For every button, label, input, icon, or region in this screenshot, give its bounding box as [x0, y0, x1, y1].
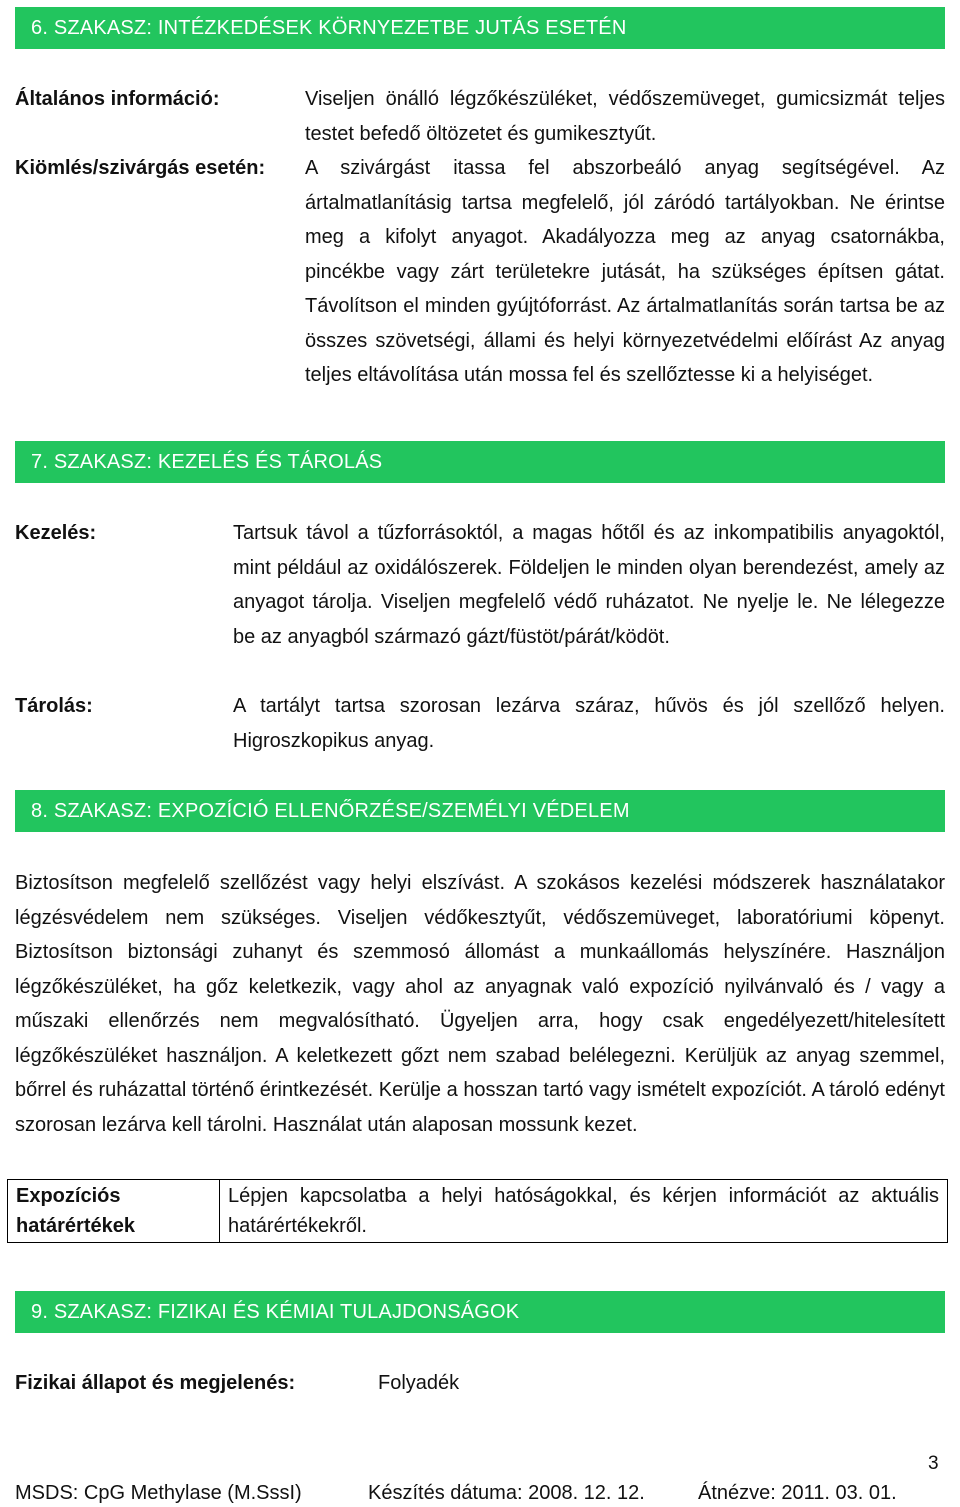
general-info-text: Viseljen önálló légzőkészüléket, védőszemüveget, gumicsizmát teljes testet befedő öltözetet és gumikesztyűt. — [305, 88, 945, 145]
physical-state-label: Fizikai állapot és megjelenés: — [15, 1372, 296, 1394]
section-8-heading: 8. SZAKASZ: EXPOZÍCIÓ ELLENŐRZÉSE/SZEMÉLYI VÉDELEM — [15, 790, 945, 832]
page-number: 3 — [928, 1453, 939, 1474]
exposure-body-text: Biztosítson megfelelő szellőzést vagy helyi elszívást. A szokásos kezelési módszerek használatakor légzésvédelem nem szükséges. Viseljen védőkesztyűt, védőszemüveget, laboratóriumi köpenyt. Biztosítson biztonsági zuhanyt és szemmosó állomást a munkaállomás helyszínére. Használjon légzőkészüléket, ha gőz keletkezik, vagy ahol az anyagnak való expozíció nyilvánvaló és / vagy a műszaki ellenőrzés nem megvalósítható. Ügyeljen arra, hogy csak engedélyezett/hitelesített légzőkészüléket használjon. A keletkezett gőzt nem szabad belélegezni. Kerüljük az anyag szemmel, bőrrel és ruházattal történő érintkezését. Kerülje a hosszan tartó vagy ismételt expozíciót. A tároló edényt szorosan lezárva kell tárolni. Használat után alaposan mossunk kezet. — [15, 872, 945, 1136]
handling-label: Kezelés: — [15, 522, 97, 544]
handling-text: Tartsuk távol a tűzforrásoktól, a magas hőtől és az inkompatibilis anyagoktól, mint például az oxidálószerek. Földeljen le minden olyan berendezést, amely az anyagot tárolja. Viseljen megfelelő védő ruházatot. Ne nyelje le. Ne lélegezze be az anyagból származó gázt/füstöt/párát/ködöt. — [233, 522, 945, 648]
footer-product: MSDS: CpG Methylase (M.SssI) — [15, 1482, 302, 1504]
spill-text: A szivárgást itassa fel abszorbeáló anyag segítségével. Az ártalmatlanításig tartsa megfelelő, jól záródó tartályokban. Ne érintse meg a kifolyt anyagot. Akadályozza meg az anyag csatornákba, pincékbe vagy zárt területekre jutását, ha szükséges építsen gátat. Távolítson el minden gyújtóforrást. Az ártalmatlanítás során tartsa be az összes szövetségi, állami és helyi környezetvédelmi előírást Az anyag teljes eltávolítása után mossa fel és szellőztesse ki a helyiséget. — [305, 157, 945, 386]
storage-text: A tartályt tartsa szorosan lezárva száraz, hűvös és jól szellőző helyen. Higroszkopikus anyag. — [233, 695, 945, 752]
exposure-limits-label — [8, 1180, 220, 1243]
footer-reviewed-date: Átnézve: 2011. 03. 01. — [698, 1482, 897, 1504]
exposure-limits-value: Lépjen kapcsolatba a helyi hatóságokkal, és kérjen információt az aktuális határértékekről. — [220, 1180, 948, 1243]
exposure-limits-table — [7, 1179, 948, 1243]
section-9-heading: 9. SZAKASZ: FIZIKAI ÉS KÉMIAI TULAJDONSÁGOK — [15, 1291, 945, 1333]
spill-label: Kiömlés/szivárgás esetén: — [15, 157, 266, 179]
section-6-heading: 6. SZAKASZ: INTÉZKEDÉSEK KÖRNYEZETBE JUTÁS ESETÉN — [15, 7, 945, 49]
footer-created-date: Készítés dátuma: 2008. 12. 12. — [368, 1482, 645, 1504]
storage-label: Tárolás: — [15, 695, 93, 717]
exposure-limits-label-line2: határértékek — [16, 1215, 135, 1237]
table-row — [8, 1180, 948, 1243]
physical-state-value: Folyadék — [378, 1372, 460, 1394]
general-info-label: Általános információ: — [15, 88, 220, 110]
exposure-limits-label-line1: Expozíciós — [16, 1185, 121, 1207]
section-7-heading: 7. SZAKASZ: KEZELÉS ÉS TÁROLÁS — [15, 441, 945, 483]
